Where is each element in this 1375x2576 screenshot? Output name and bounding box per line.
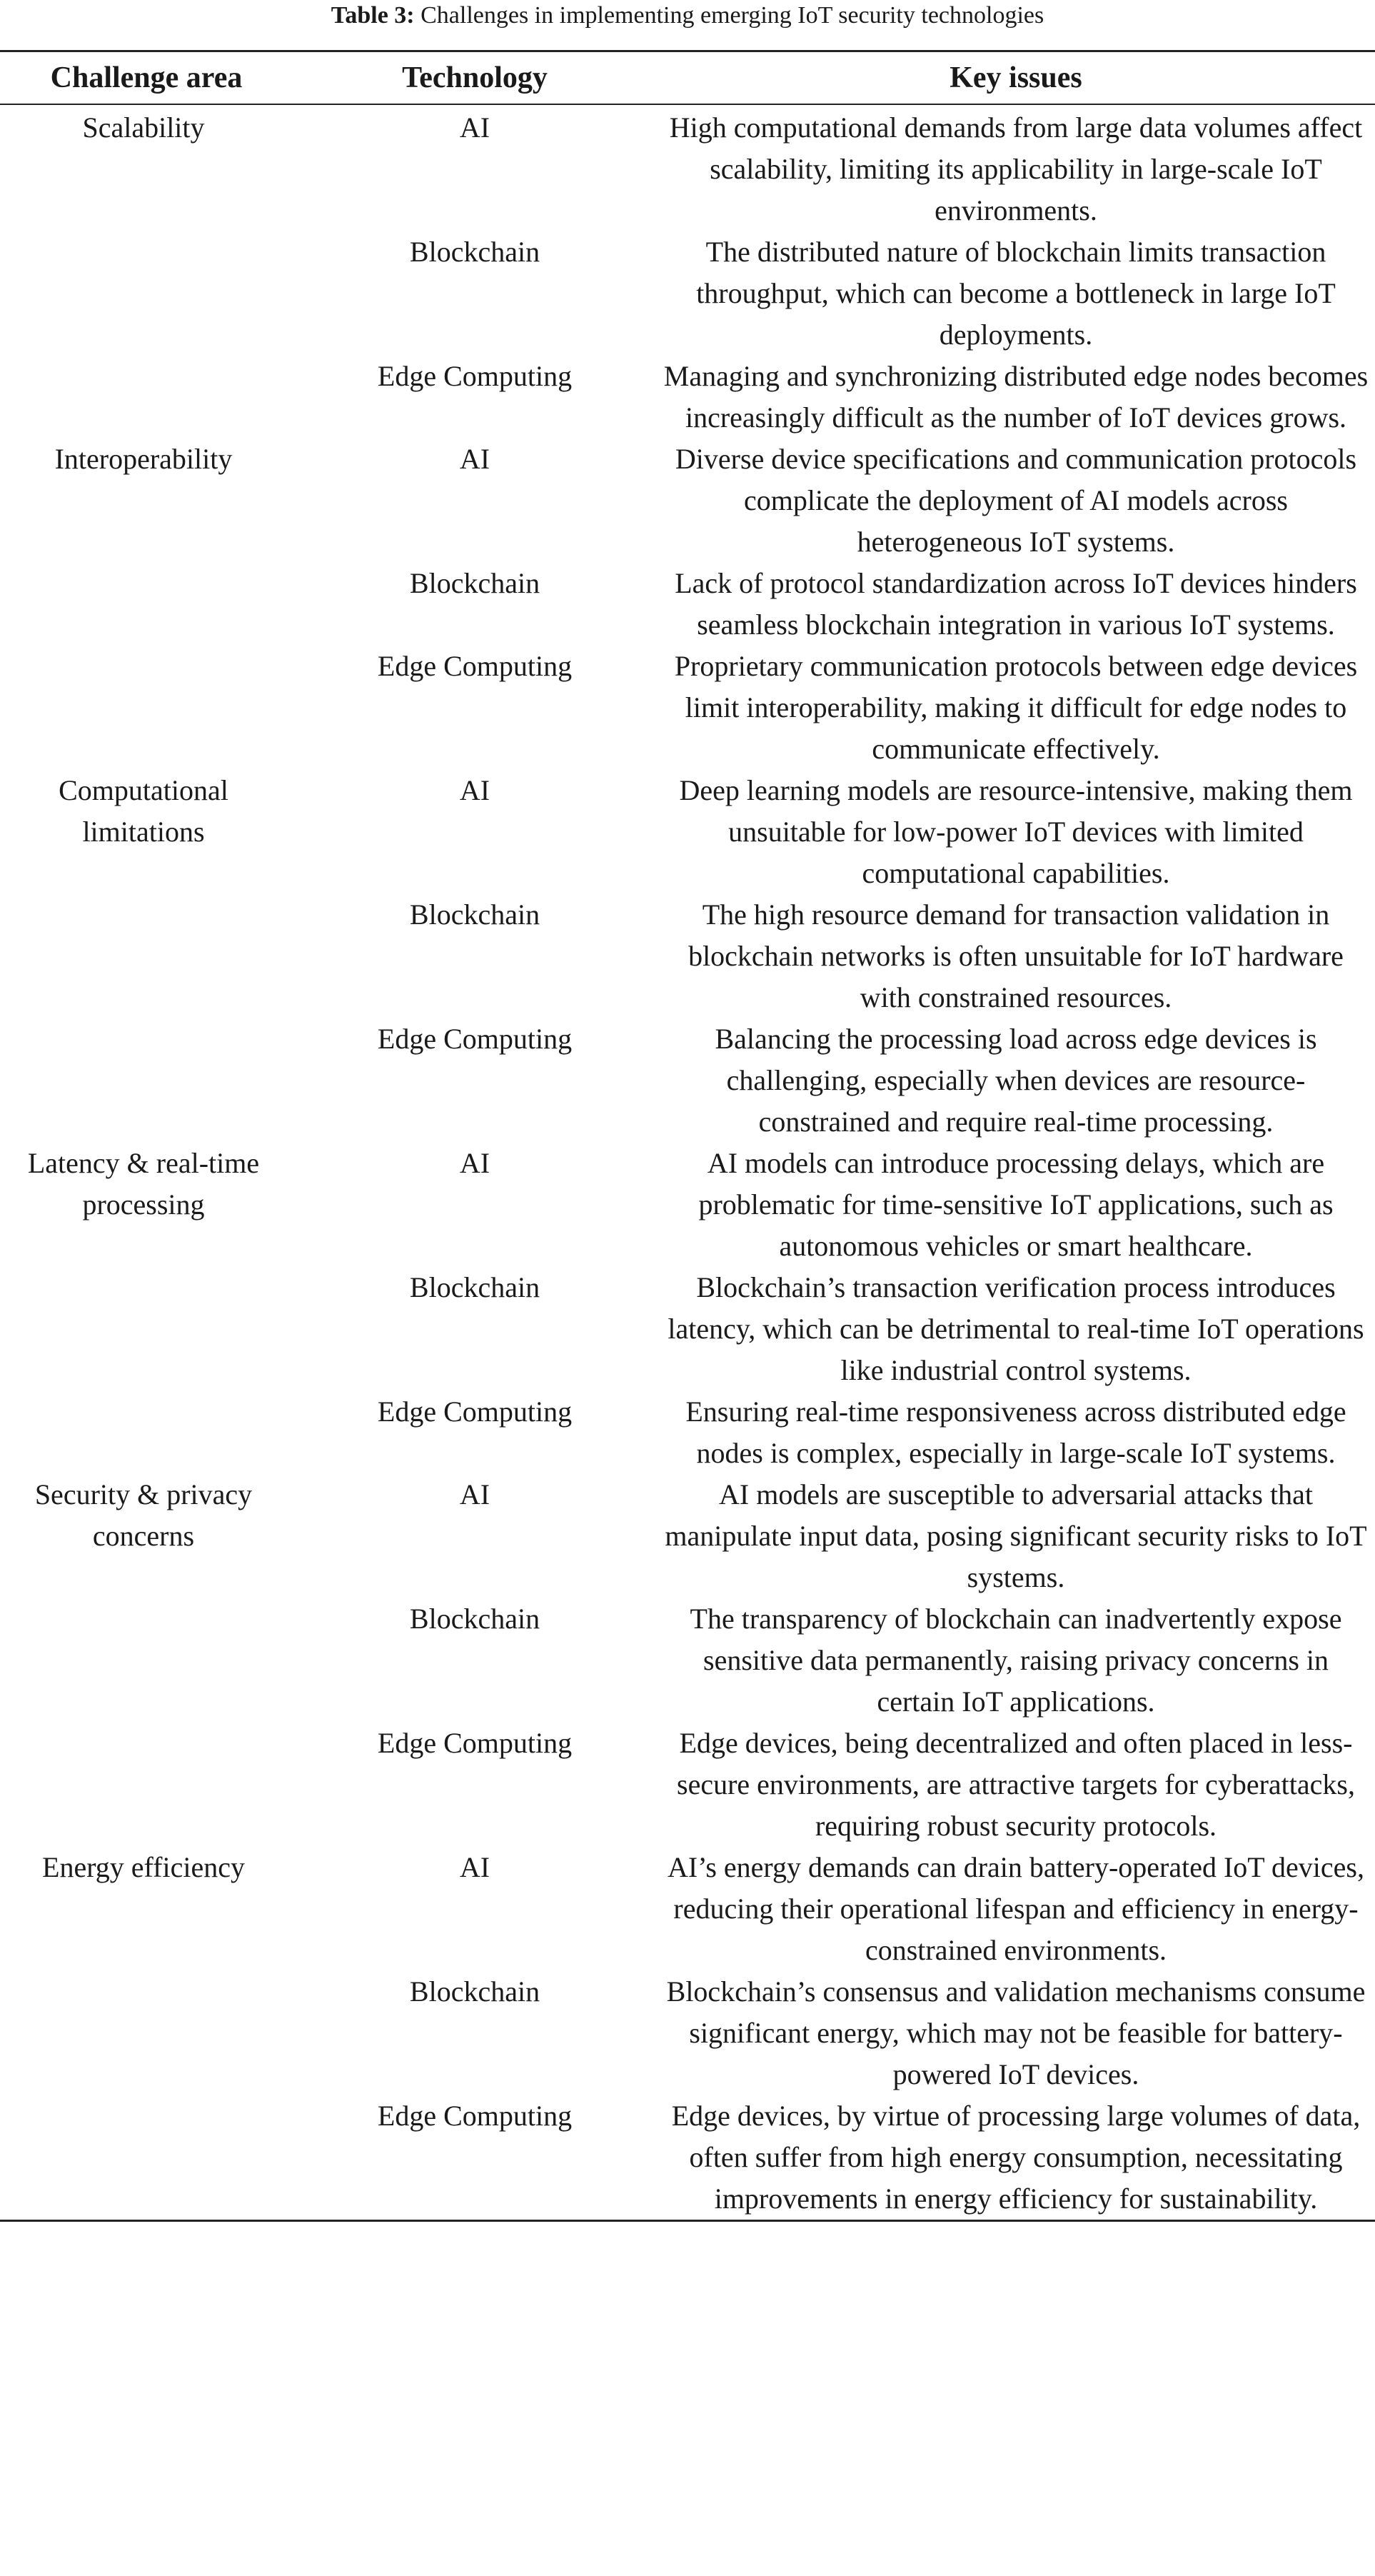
key-issues-cell: Edge devices, being decentralized and often placed in less-secure environments, are attractive targets for cyberattacks, requiring robust security protocols.	[677, 1727, 1355, 1842]
technology-cell: Edge Computing	[377, 1023, 573, 1055]
key-issues-cell: Ensuring real-time responsiveness across distributed edge nodes is complex, especially in large-scale IoT systems.	[685, 1395, 1346, 1469]
table-row	[0, 1598, 1375, 1723]
technology-cell: Edge Computing	[377, 1395, 573, 1428]
technology-cell: AI	[459, 774, 490, 806]
challenge-area-empty-cell	[0, 1723, 293, 1847]
challenge-area-cell: Energy efficiency	[42, 1851, 245, 1883]
challenge-area-cell: Interoperability	[54, 443, 233, 475]
technology-cell: AI	[459, 1478, 490, 1510]
technology-cell: AI	[459, 1147, 490, 1179]
key-issues-cell: The high resource demand for transaction validation in blockchain networks is often unsuitable for IoT hardware with constrained resources.	[688, 898, 1344, 1013]
table-row	[0, 894, 1375, 1018]
table-row	[0, 563, 1375, 646]
table-row	[0, 1018, 1375, 1143]
technology-cell: Blockchain	[409, 236, 540, 268]
key-issues-cell: AI models are susceptible to adversarial attacks that manipulate input data, posing significant security risks to IoT systems.	[665, 1478, 1367, 1593]
table-row	[0, 770, 1375, 894]
key-issues-cell: Managing and synchronizing distributed edge nodes becomes increasingly difficult as the number of IoT devices grows.	[663, 360, 1369, 433]
challenges-table	[0, 50, 1375, 2222]
challenge-area-empty-cell	[0, 356, 293, 438]
technology-cell: AI	[459, 1851, 490, 1883]
technology-cell: Blockchain	[409, 1975, 540, 2008]
table-row	[0, 438, 1375, 563]
challenge-area-empty-cell	[0, 563, 293, 646]
technology-cell: Blockchain	[409, 1271, 540, 1303]
technology-cell: Blockchain	[409, 1603, 540, 1635]
challenge-area-empty-cell	[0, 1598, 293, 1723]
table-row	[0, 1723, 1375, 1847]
table-row	[0, 356, 1375, 438]
technology-cell: AI	[459, 111, 490, 144]
table-caption-text: Challenges in implementing emerging IoT security technologies	[420, 2, 1044, 29]
key-issues-cell: The distributed nature of blockchain limits transaction throughput, which can become a bottleneck in large IoT deployments.	[696, 236, 1336, 351]
challenge-area-cell: Security & privacy concerns	[34, 1478, 253, 1552]
table-row	[0, 104, 1375, 231]
table-row	[0, 1847, 1375, 1971]
key-issues-cell: Diverse device specifications and communication protocols complicate the deployment of AI models across heterogeneous IoT systems.	[675, 443, 1357, 558]
table-row	[0, 646, 1375, 770]
table-row	[0, 1391, 1375, 1474]
header-key-issues: Key issues	[657, 51, 1375, 105]
table-row	[0, 231, 1375, 356]
key-issues-cell: AI models can introduce processing delays, which are problematic for time-sensitive IoT applications, such as autonomous vehicles or smart healthcare.	[698, 1147, 1334, 1262]
table-caption-label: Table 3:	[331, 2, 415, 29]
key-issues-cell: The transparency of blockchain can inadvertently expose sensitive data permanently, raising privacy concerns in certain IoT applications.	[690, 1603, 1342, 1718]
challenge-area-empty-cell	[0, 1267, 293, 1391]
challenge-area-cell: Computational limitations	[59, 774, 228, 848]
technology-cell: Blockchain	[409, 567, 540, 599]
technology-cell: Edge Computing	[377, 650, 573, 682]
table-body	[0, 104, 1375, 2221]
table-row	[0, 1474, 1375, 1598]
table-row	[0, 1143, 1375, 1267]
key-issues-cell: High computational demands from large data volumes affect scalability, limiting its applicability in large-scale IoT environments.	[669, 111, 1363, 226]
technology-cell: Blockchain	[409, 898, 540, 931]
challenge-area-empty-cell	[0, 1018, 293, 1143]
challenge-area-cell: Latency & real-time processing	[27, 1147, 260, 1221]
challenge-area-empty-cell	[0, 2095, 293, 2221]
table-row	[0, 2095, 1375, 2221]
table-header-row	[0, 51, 1375, 105]
challenge-area-empty-cell	[0, 646, 293, 770]
technology-cell: Edge Computing	[377, 2100, 573, 2132]
key-issues-cell: Balancing the processing load across edge devices is challenging, especially when devices are resource-constrained and require real-time processing.	[715, 1023, 1317, 1138]
technology-cell: Edge Computing	[377, 1727, 573, 1759]
key-issues-cell: Deep learning models are resource-intensive, making them unsuitable for low-power IoT devices with limited computational capabilities.	[679, 774, 1353, 889]
technology-cell: AI	[459, 443, 490, 475]
challenge-area-empty-cell	[0, 1391, 293, 1474]
header-technology: Technology	[293, 51, 657, 105]
challenge-area-cell: Scalability	[82, 111, 205, 144]
key-issues-cell: Blockchain’s consensus and validation mechanisms consume significant energy, which may not be feasible for battery-powered IoT devices.	[666, 1975, 1366, 2090]
table-row	[0, 1267, 1375, 1391]
technology-cell: Edge Computing	[377, 360, 573, 392]
challenge-area-empty-cell	[0, 231, 293, 356]
key-issues-cell: Blockchain’s transaction verification process introduces latency, which can be detrimental to real-time IoT operations like industrial control systems.	[668, 1271, 1364, 1386]
key-issues-cell: AI’s energy demands can drain battery-operated IoT devices, reducing their operational lifespan and efficiency in energy-constrained environments.	[668, 1851, 1364, 1966]
table-caption	[0, 0, 1375, 31]
challenge-area-empty-cell	[0, 1971, 293, 2095]
header-challenge-area: Challenge area	[0, 51, 293, 105]
table-row	[0, 1971, 1375, 2095]
key-issues-cell: Edge devices, by virtue of processing large volumes of data, often suffer from high energy consumption, necessitating improvements in energy efficiency for sustainability.	[671, 2100, 1361, 2215]
key-issues-cell: Proprietary communication protocols between edge devices limit interoperability, making it difficult for edge nodes to communicate effectively.	[674, 650, 1358, 765]
key-issues-cell: Lack of protocol standardization across IoT devices hinders seamless blockchain integration in various IoT systems.	[675, 567, 1357, 641]
challenge-area-empty-cell	[0, 894, 293, 1018]
